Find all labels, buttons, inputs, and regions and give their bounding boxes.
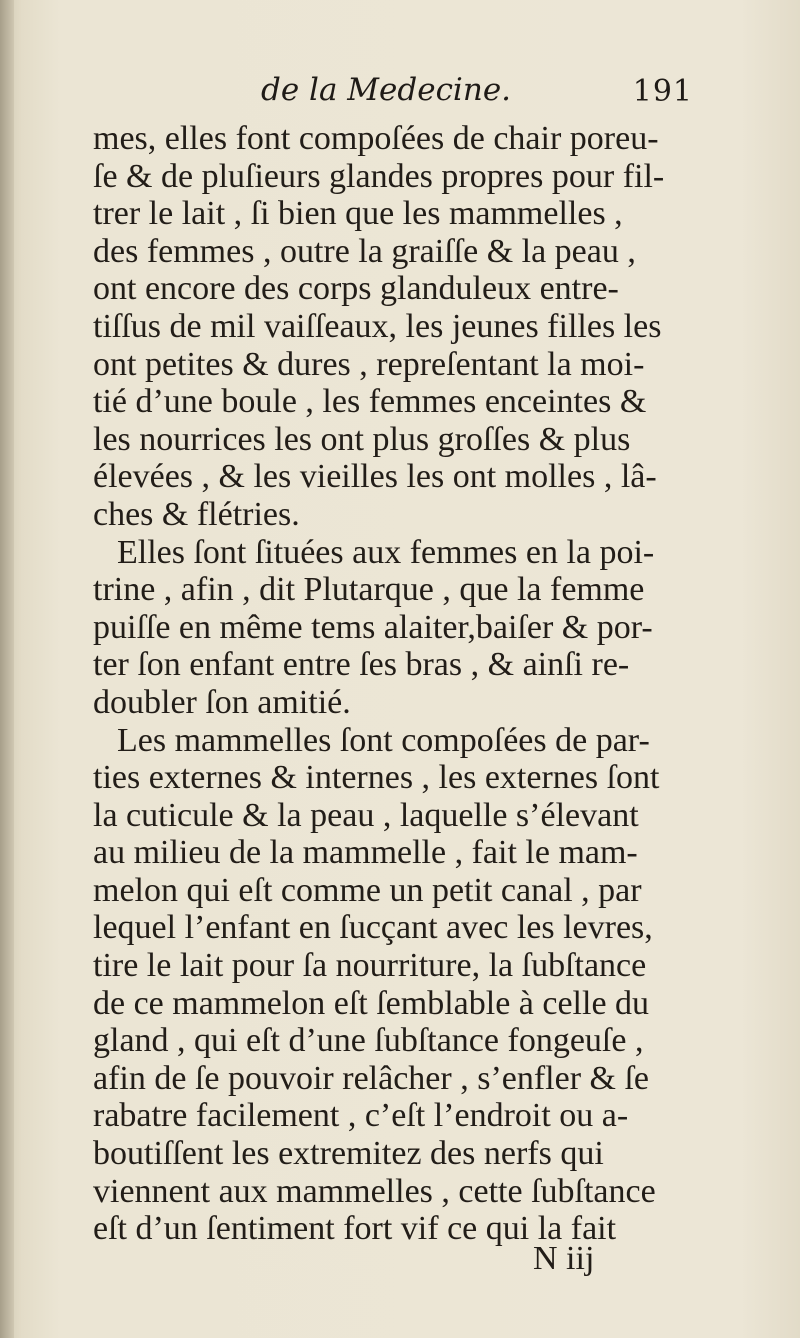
text-line: trine , afin , dit Plutarque , que la femme [93,571,645,609]
paragraph-start-line: Les mammelles ſont compoſées de par- [117,721,650,759]
text-line: au milieu de la mammelle , fait le mam- [93,834,638,872]
running-head: de la Medecine. [261,72,512,108]
text-line: mes, elles font compoſées de chair poreu- [93,120,659,157]
paragraph-start-line: Elles ſont ſituées aux femmes en la poi- [117,533,655,571]
text-line: melon qui eſt comme un petit canal , par [93,871,642,909]
text-line: tiſſus de mil vaiſſeaux, les jeunes filles les [93,307,662,345]
text-line: rabatre facilement , c’eſt l’endroit ou a- [93,1097,629,1135]
text-line: ont encore des corps glanduleux entre- [93,270,619,308]
text-line: boutiſſent les extremitez des nerfs qui [93,1135,604,1173]
text-line: les nourrices les ont plus groſſes & plus [93,420,631,458]
text-line: ties externes & internes , les externes ſont [93,759,660,797]
text-line: puiſſe en même tems alaiter,baiſer & por- [93,608,653,646]
text-line: tire le lait pour ſa nourriture, la ſubſtance [93,947,647,985]
text-line: doubler ſon amitié. [93,683,351,721]
text-line: de ce mammelon eſt ſemblable à celle du [93,984,650,1022]
page-header [93,72,693,120]
page-number: 191 [632,74,693,109]
text-line: élevées , & les vieilles les ont molles , lâ- [93,458,657,496]
text-line: viennent aux mammelles , cette ſubſtance [93,1172,656,1210]
text-line: ſe & de pluſieurs glandes propres pour fil- [93,157,665,195]
text-line: la cuticule & la peau , laquelle s’élevant [93,796,639,834]
text-line: ter ſon enfant entre ſes bras , & ainſi re- [93,646,630,684]
text-line: tié d’une boule , les femmes enceintes & [93,383,647,421]
text-line: trer le lait , ſi bien que les mammelles , [93,195,623,233]
text-line: des femmes , outre la graiſſe & la peau , [93,232,636,270]
text-line: ont petites & dures , repreſentant la moi- [93,345,645,383]
body-text [93,120,713,1248]
page-gutter [0,0,14,1338]
signature-mark: N iij [533,1240,595,1277]
text-line: afin de ſe pouvoir relâcher , s’enfler & ſe [93,1059,650,1097]
text-line: eſt d’un ſentiment fort vif ce qui la fait [93,1210,617,1248]
text-line: lequel l’enfant en ſucçant avec les levres, [93,909,653,947]
text-line: gland , qui eſt d’une ſubſtance fongeuſe , [93,1022,644,1060]
text-line: ches & flétries. [93,495,300,533]
